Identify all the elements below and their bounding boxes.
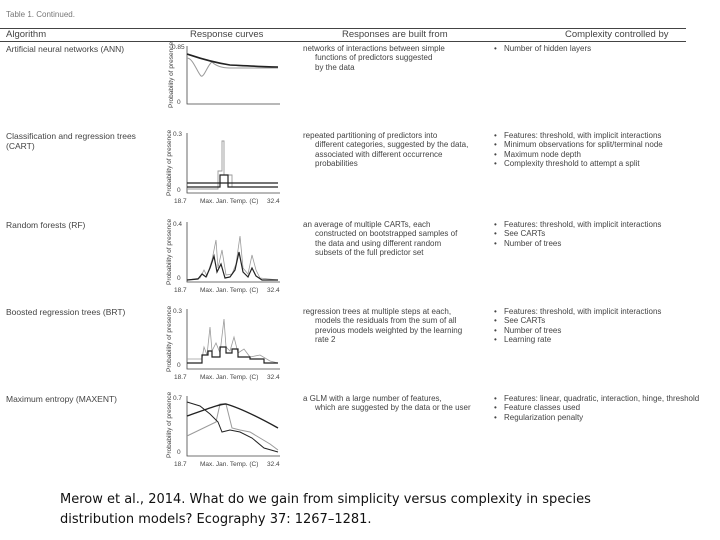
desc-rf: an average of multiple CARTs, each constructed on bootstrapped samples of the data and using different random subsets of the full predictor set [303, 220, 458, 258]
ymax-maxent: 0.7 [173, 395, 183, 402]
complexity-rf [494, 220, 714, 248]
list-item: • Features: threshold, with implicit interactions [494, 220, 714, 229]
list-item: • Complexity threshold to attempt a split [494, 159, 714, 168]
xlabel-cart: Max. Jan. Temp. (C) [200, 198, 259, 205]
curve-cart-dark-2 [187, 175, 278, 187]
xmax-maxent: 32.4 [267, 461, 280, 468]
complexity-maxent [494, 394, 714, 422]
ymax-cart: 0.3 [173, 131, 183, 138]
list-item: • Features: threshold, with implicit interactions [494, 307, 714, 316]
header-response-curves: Response curves [190, 29, 264, 40]
ymin-brt: 0 [177, 362, 181, 369]
xmax-rf: 32.4 [267, 287, 280, 294]
ymin-rf: 0 [177, 275, 181, 282]
complexity-ann [494, 44, 714, 53]
list-item: • Regularization penalty [494, 413, 714, 422]
complexity-cart [494, 131, 714, 169]
xmax-brt: 32.4 [267, 374, 280, 381]
plot-cart [160, 131, 300, 203]
curve-rf-dark [187, 252, 278, 280]
ylabel-cart: Probability of presence [166, 129, 173, 196]
curve-maxent-dark-2 [187, 402, 278, 452]
xmax-cart: 32.4 [267, 198, 280, 205]
plot-ann [160, 41, 300, 116]
xlabel-maxent: Max. Jan. Temp. (C) [200, 461, 259, 468]
xmin-rf: 18.7 [174, 287, 187, 294]
citation [60, 490, 680, 530]
header-rule-bottom [0, 41, 686, 42]
ylabel-brt: Probability of presence [166, 305, 173, 372]
axis-cart [187, 133, 280, 193]
axis-maxent [187, 396, 280, 456]
row-title-cart: Classification and regression trees (CART) [6, 131, 136, 151]
xlabel-rf: Max. Jan. Temp. (C) [200, 287, 259, 294]
curve-maxent-dark-1 [187, 404, 278, 428]
xlabel-brt: Max. Jan. Temp. (C) [200, 374, 259, 381]
ylabel-rf: Probability of presence [166, 218, 173, 285]
header-algorithm: Algorithm [6, 29, 47, 40]
list-item: • See CARTs [494, 229, 714, 238]
xmin-brt: 18.7 [174, 374, 187, 381]
desc-cart: repeated partitioning of predictors into different categories, suggested by the data, associated with different occurrence probabilities [303, 131, 469, 169]
header-complexity: Complexity controlled by [565, 29, 669, 40]
axis-ann [187, 46, 280, 104]
xmin-maxent: 18.7 [174, 461, 187, 468]
xmin-cart: 18.7 [174, 198, 187, 205]
ymax-ann: 0.85 [172, 44, 185, 51]
row-title-rf: Random forests (RF) [6, 220, 86, 230]
curve-brt-gray [187, 319, 278, 363]
ymin-ann: 0 [177, 99, 181, 106]
ylabel-ann: Probability of presence [168, 41, 175, 108]
ymin-cart: 0 [177, 187, 181, 194]
list-item: • Number of hidden layers [494, 44, 714, 53]
curve-brt-dark [187, 347, 278, 363]
curve-ann-dark [187, 54, 278, 67]
list-item: • Number of trees [494, 326, 714, 335]
plot-rf [160, 220, 300, 292]
ymax-brt: 0.3 [173, 308, 183, 315]
desc-maxent: a GLM with a large number of features, which are suggested by the data or the user [303, 394, 471, 413]
curve-cart-gray [187, 141, 278, 189]
row-title-brt: Boosted regression trees (BRT) [6, 307, 126, 317]
plot-maxent [160, 391, 300, 466]
desc-brt: regression trees at multiple steps at each, models the residuals from the sum of all previous models weighted by the learning rate 2 [303, 307, 463, 345]
ymin-maxent: 0 [177, 449, 181, 456]
list-item: • Maximum node depth [494, 150, 714, 159]
citation-line-1: Merow et al., 2014. What do we gain from simplicity versus complexity in species [60, 492, 591, 507]
list-item: • Number of trees [494, 239, 714, 248]
list-item: • Minimum observations for split/terminal node [494, 140, 714, 149]
list-item: • See CARTs [494, 316, 714, 325]
complexity-brt [494, 307, 714, 345]
ymax-rf: 0.4 [173, 221, 183, 228]
list-item: • Features: linear, quadratic, interaction, hinge, threshold [494, 394, 714, 403]
table-caption: Table 1. Continued. [6, 10, 75, 19]
citation-line-2: distribution models? Ecography 37: 1267–1281. [60, 512, 372, 527]
header-built-from: Responses are built from [342, 29, 448, 40]
desc-ann: networks of interactions between simple functions of predictors suggested by the data [303, 44, 445, 72]
ylabel-maxent: Probability of presence [166, 391, 173, 458]
row-title-ann: Artificial neural networks (ANN) [6, 44, 125, 54]
list-item: • Features: threshold, with implicit interactions [494, 131, 714, 140]
list-item: • Learning rate [494, 335, 714, 344]
row-title-maxent: Maximum entropy (MAXENT) [6, 394, 117, 404]
plot-brt [160, 307, 300, 379]
list-item: • Feature classes used [494, 403, 714, 412]
